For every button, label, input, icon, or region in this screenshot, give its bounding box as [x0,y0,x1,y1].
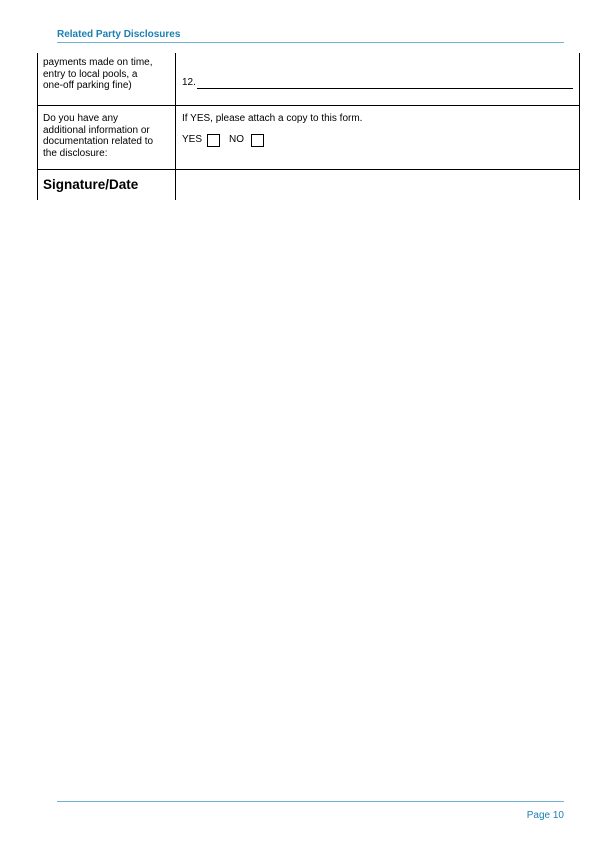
question-line: one-off parking fine) [43,80,132,91]
table-row [38,106,580,170]
yes-checkbox[interactable] [207,134,220,147]
question-cell [38,106,176,170]
signature-field[interactable] [176,170,580,201]
page-number: Page 10 [526,810,564,821]
question-line: additional information or [43,124,150,136]
yes-no-options [182,134,573,147]
question-line: documentation related to [43,136,154,147]
answer-number: 12. [182,77,196,88]
question-cell [38,53,176,106]
question-line: the disclosure: [43,147,108,159]
question-line: entry to local pools, a [43,68,138,80]
attach-instruction: If YES, please attach a copy to this form. [182,113,363,124]
yes-label: YES [182,134,203,146]
no-checkbox[interactable] [251,134,264,147]
signature-label-cell [38,170,176,201]
answer-cell[interactable] [176,53,580,106]
answer-blank-field[interactable] [197,79,573,89]
header-divider [57,42,564,43]
answer-cell [176,106,580,170]
question-line: Do you have any [43,113,119,124]
table-row [38,170,580,201]
table-row [38,53,580,106]
signature-date-label: Signature/Date [43,177,139,192]
disclosure-form-table [37,53,580,200]
answer-line-12[interactable] [182,77,573,89]
question-line: payments made on time, [43,57,153,68]
footer-divider [57,801,564,802]
page-header-title: Related Party Disclosures [57,29,181,40]
no-label: NO [229,134,245,146]
